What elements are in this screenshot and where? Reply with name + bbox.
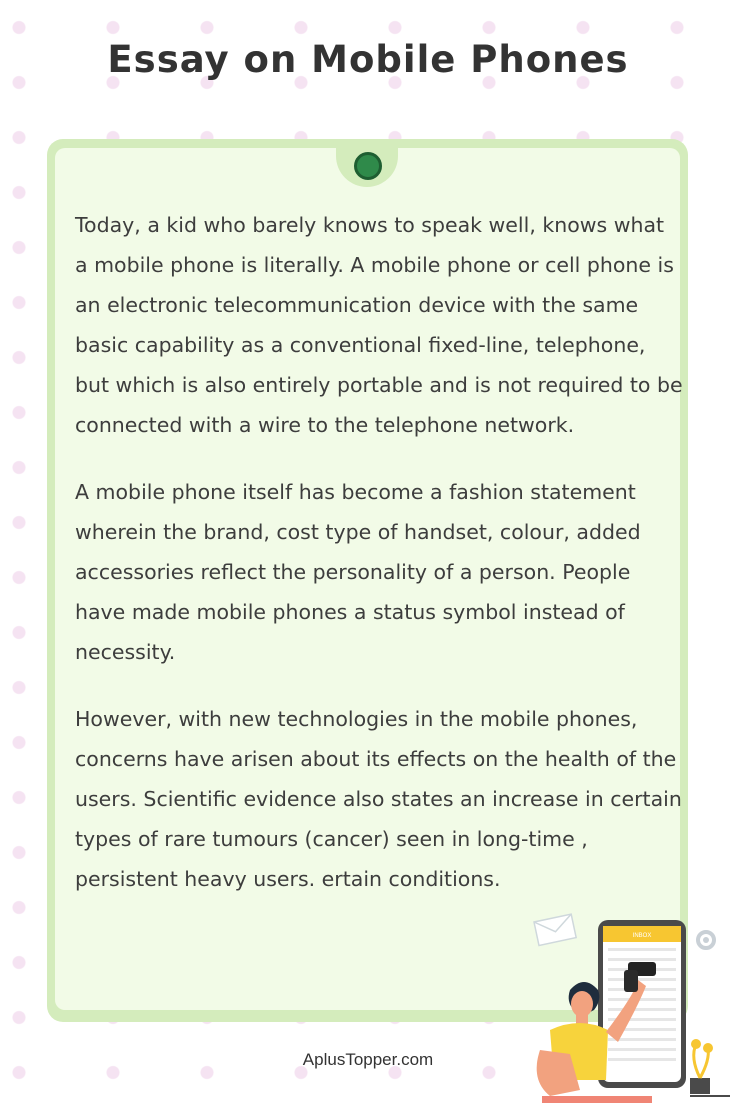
envelope-icon: [534, 914, 576, 945]
essay-paragraph-2: A mobile phone itself has become a fashion statement wherein the brand, cost type of handset, colour, added accessories reflect the personality of a person. People have made mobile phones a status symbol instead of necessity.: [75, 480, 641, 664]
pin-icon: [354, 152, 382, 180]
site-brand: AplusTopper.com: [302, 1050, 434, 1069]
essay-body: [75, 205, 683, 926]
essay-paragraph-1: Today, a kid who barely knows to speak well, knows what a mobile phone is literally. A mobile phone or cell phone is an electronic telecommunication device with the same basic capability as a conventional fixed-line, telephone, but which is also entirely portable and is not required to be connected with a wire to the telephone network.: [75, 213, 683, 437]
essay-paragraph-3: However, with new technologies in the mobile phones, concerns have arisen about its effects on the health of the users. Scientific evidence also states an increase in certain types of rare tumours (cancer) seen in long-time , persistent heavy users. ertain conditions.: [75, 707, 682, 891]
gear-icon: [698, 932, 714, 948]
person-with-phone-illustration-icon: [520, 900, 736, 1103]
phone-inbox-label: INBOX: [632, 933, 652, 939]
page-title: Essay on Mobile Phones: [107, 38, 629, 81]
